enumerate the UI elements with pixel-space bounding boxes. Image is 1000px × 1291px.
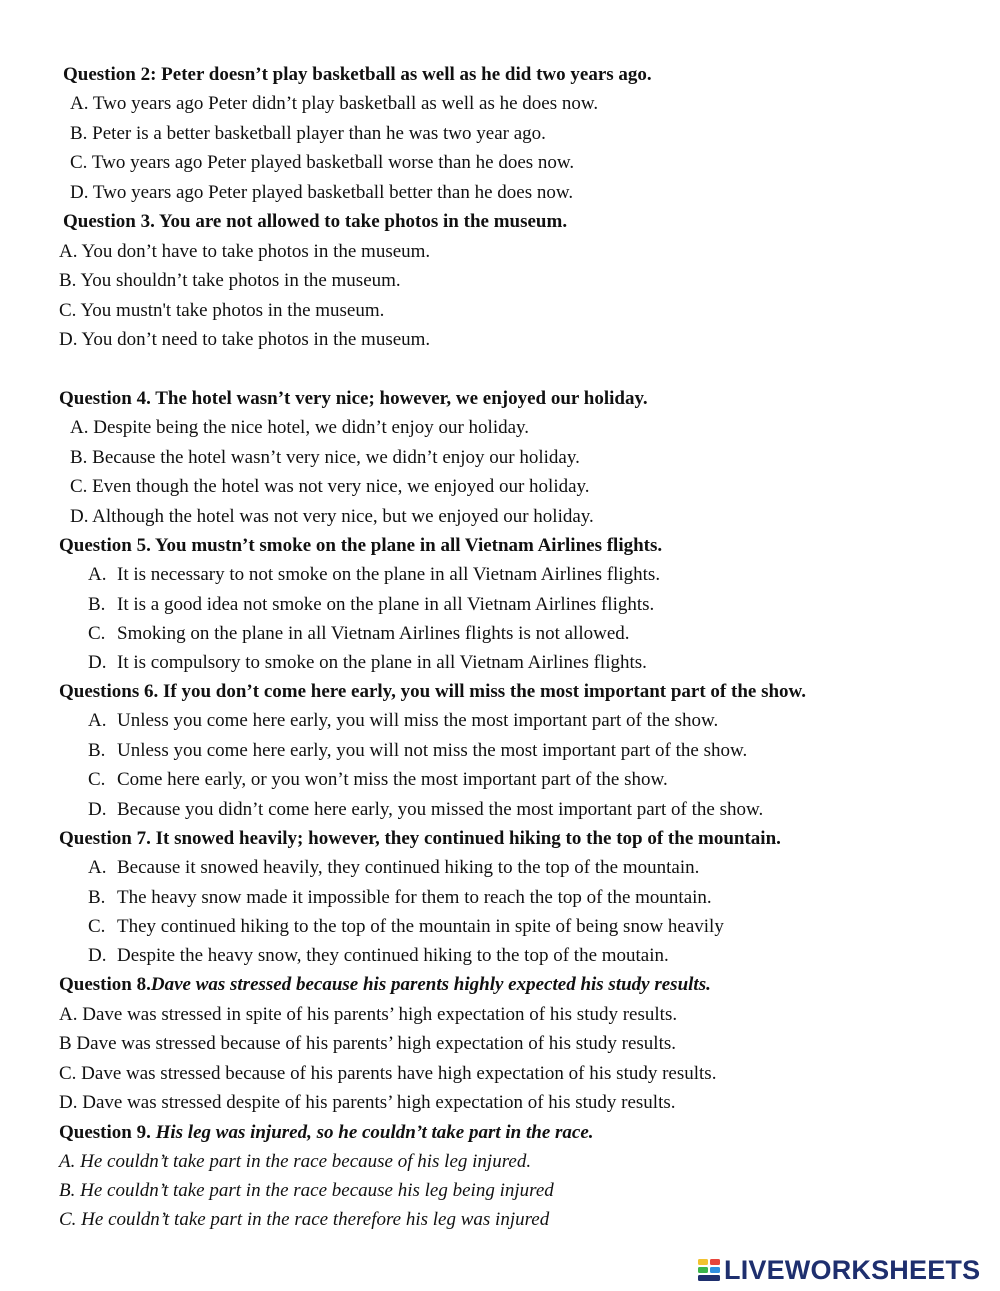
- question-9-option-a: A. He couldn’t take part in the race because of his leg injured.: [59, 1151, 532, 1172]
- liveworksheets-logo-icon: [697, 1257, 721, 1283]
- question-9-label: Question 9.: [59, 1122, 151, 1143]
- option-text: It is a good idea not smoke on the plane in all Vietnam Airlines flights.: [117, 594, 655, 615]
- option-text: It is necessary to not smoke on the plane in all Vietnam Airlines flights.: [117, 564, 661, 585]
- option-letter: D.: [88, 799, 107, 820]
- question-6-option-a: [88, 710, 718, 732]
- question-4-option-b: B. Because the hotel wasn’t very nice, we didn’t enjoy our holiday.: [70, 447, 580, 468]
- liveworksheets-logo-text: LIVEWORKSHEETS: [724, 1255, 981, 1285]
- option-text: Unless you come here early, you will not miss the most important part of the show.: [117, 740, 748, 761]
- option-text: It is compulsory to smoke on the plane in all Vietnam Airlines flights.: [117, 652, 647, 673]
- question-6-title: Questions 6. If you don’t come here early, you will miss the most important part of the show.: [59, 681, 806, 702]
- question-7-option-d: [88, 945, 669, 967]
- question-7-option-b: [88, 887, 712, 909]
- option-text: Despite the heavy snow, they continued hiking to the top of the moutain.: [117, 945, 669, 966]
- question-8-prompt: Dave was stressed because his parents highly expected his study results.: [150, 974, 711, 995]
- question-6-option-d: [88, 799, 763, 821]
- option-letter: C.: [88, 916, 106, 937]
- question-9-option-c: C. He couldn’t take part in the race therefore his leg was injured: [59, 1209, 550, 1230]
- option-text: Come here early, or you won’t miss the most important part of the show.: [117, 769, 668, 790]
- question-4-option-c: C. Even though the hotel was not very nice, we enjoyed our holiday.: [70, 476, 590, 497]
- question-3-option-d: D. You don’t need to take photos in the museum.: [59, 329, 431, 350]
- question-7-option-c: [88, 916, 724, 938]
- option-text: Unless you come here early, you will miss the most important part of the show.: [117, 710, 719, 731]
- option-letter: A.: [88, 564, 107, 585]
- question-7-option-a: [88, 857, 699, 879]
- question-3-option-a: A. You don’t have to take photos in the museum.: [59, 241, 431, 262]
- question-8-option-a: A. Dave was stressed in spite of his parents’ high expectation of his study results.: [59, 1004, 678, 1025]
- option-letter: D.: [88, 945, 107, 966]
- question-5-option-a: [88, 564, 660, 586]
- option-letter: A.: [88, 710, 107, 731]
- question-2-option-d: D. Two years ago Peter played basketball better than he does now.: [70, 182, 574, 203]
- question-8-title: [59, 974, 711, 996]
- question-9-option-b: B. He couldn’t take part in the race because his leg being injured: [59, 1180, 554, 1201]
- question-9-prompt: His leg was injured, so he couldn’t take part in the race.: [155, 1122, 594, 1143]
- question-5-title: Question 5. You mustn’t smoke on the plane in all Vietnam Airlines flights.: [59, 535, 663, 556]
- option-text: Because it snowed heavily, they continued hiking to the top of the mountain.: [117, 857, 700, 878]
- question-8-option-b: B Dave was stressed because of his parents’ high expectation of his study results.: [59, 1033, 676, 1054]
- question-7-title: Question 7. It snowed heavily; however, they continued hiking to the top of the mountain.: [59, 828, 781, 849]
- question-3-option-c: C. You mustn't take photos in the museum.: [59, 300, 385, 321]
- option-letter: A.: [88, 857, 107, 878]
- option-letter: C.: [88, 623, 106, 644]
- option-letter: B.: [88, 740, 106, 761]
- option-letter: D.: [88, 652, 107, 673]
- liveworksheets-logo: [697, 1255, 980, 1285]
- question-2-option-a: A. Two years ago Peter didn’t play basketball as well as he does now.: [70, 93, 599, 114]
- option-letter: B.: [88, 887, 106, 908]
- option-letter: B.: [88, 594, 106, 615]
- option-text: Because you didn’t come here early, you missed the most important part of the show.: [117, 799, 764, 820]
- question-6-option-c: [88, 769, 668, 791]
- question-8-option-d: D. Dave was stressed despite of his parents’ high expectation of his study results.: [59, 1092, 676, 1113]
- question-8-option-c: C. Dave was stressed because of his parents have high expectation of his study results.: [59, 1063, 717, 1084]
- question-4-title: Question 4. The hotel wasn’t very nice; however, we enjoyed our holiday.: [59, 388, 648, 409]
- question-4-option-a: A. Despite being the nice hotel, we didn’t enjoy our holiday.: [70, 417, 530, 438]
- question-3-title: Question 3. You are not allowed to take photos in the museum.: [63, 211, 568, 232]
- question-5-option-d: [88, 652, 647, 674]
- question-2-title: Question 2: Peter doesn’t play basketball as well as he did two years ago.: [63, 64, 652, 85]
- option-text: The heavy snow made it impossible for them to reach the top of the mountain.: [117, 887, 712, 908]
- question-8-label: Question 8.: [59, 974, 151, 995]
- question-3-option-b: B. You shouldn’t take photos in the museum.: [59, 270, 401, 291]
- question-4-option-d: D. Although the hotel was not very nice, but we enjoyed our holiday.: [70, 506, 594, 527]
- option-letter: C.: [88, 769, 106, 790]
- question-5-option-b: [88, 594, 654, 616]
- question-9-title: [59, 1122, 594, 1144]
- question-5-option-c: [88, 623, 630, 645]
- option-text: They continued hiking to the top of the mountain in spite of being snow heavily: [117, 916, 724, 937]
- question-6-option-b: [88, 740, 747, 762]
- option-text: Smoking on the plane in all Vietnam Airlines flights is not allowed.: [117, 623, 630, 644]
- question-2-option-b: B. Peter is a better basketball player than he was two year ago.: [70, 123, 546, 144]
- question-2-option-c: C. Two years ago Peter played basketball worse than he does now.: [70, 152, 575, 173]
